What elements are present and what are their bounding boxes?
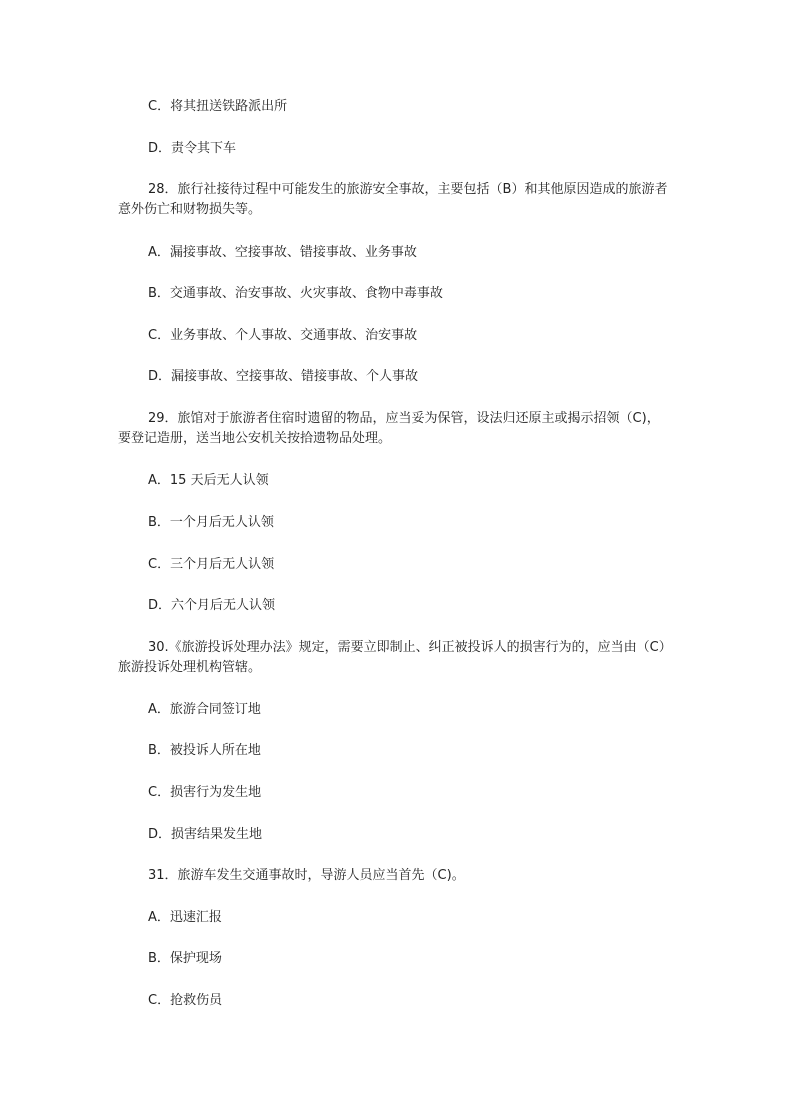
question-30-option-c: C．损害行为发生地 xyxy=(148,785,262,800)
question-29-option-d: D．六个月后无人认领 xyxy=(148,598,276,613)
question-31: 31．旅游车发生交通事故时，导游人员应当首先（C)。 xyxy=(148,868,465,883)
question-31-option-c: C．抢救伤员 xyxy=(148,993,223,1008)
question-29-option-a: A．15 天后无人认领 xyxy=(148,473,269,488)
question-30-option-a: A．旅游合同签订地 xyxy=(148,702,261,717)
question-30-option-d: D．损害结果发生地 xyxy=(148,827,263,842)
question-29-option-c: C．三个月后无人认领 xyxy=(148,557,275,572)
question-28: 28．旅行社接待过程中可能发生的旅游安全事故，主要包括（B）和其他原因造成的旅游者意外伤亡和财物损失等。 xyxy=(118,182,668,217)
option-d-previous: D．责令其下车 xyxy=(148,141,237,156)
question-28-option-c: C．业务事故、个人事故、交通事故、治安事故 xyxy=(148,328,418,343)
question-29: 29．旅馆对于旅游者住宿时遗留的物品，应当妥为保管，设法归还原主或揭示招领（C)，要登记造册，送当地公安机关按拾遗物品处理。 xyxy=(118,411,660,446)
question-28-option-a: A．漏接事故、空接事故、错接事故、业务事故 xyxy=(148,245,417,260)
question-28-option-d: D．漏接事故、空接事故、错接事故、个人事故 xyxy=(148,369,419,384)
question-30: 30.《旅游投诉处理办法》规定，需要立即制止、纠正被投诉人的损害行为的，应当由（C）旅游投诉处理机构管辖。 xyxy=(118,640,666,675)
question-28-option-b: B．交通事故、治安事故、火灾事故、食物中毒事故 xyxy=(148,286,443,301)
option-c-previous: C．将其扭送铁路派出所 xyxy=(148,99,288,114)
question-30-option-b: B．被投诉人所在地 xyxy=(148,743,261,758)
question-31-option-a: A．迅速汇报 xyxy=(148,910,222,925)
question-31-option-b: B．保护现场 xyxy=(148,951,222,966)
question-29-option-b: B．一个月后无人认领 xyxy=(148,515,274,530)
